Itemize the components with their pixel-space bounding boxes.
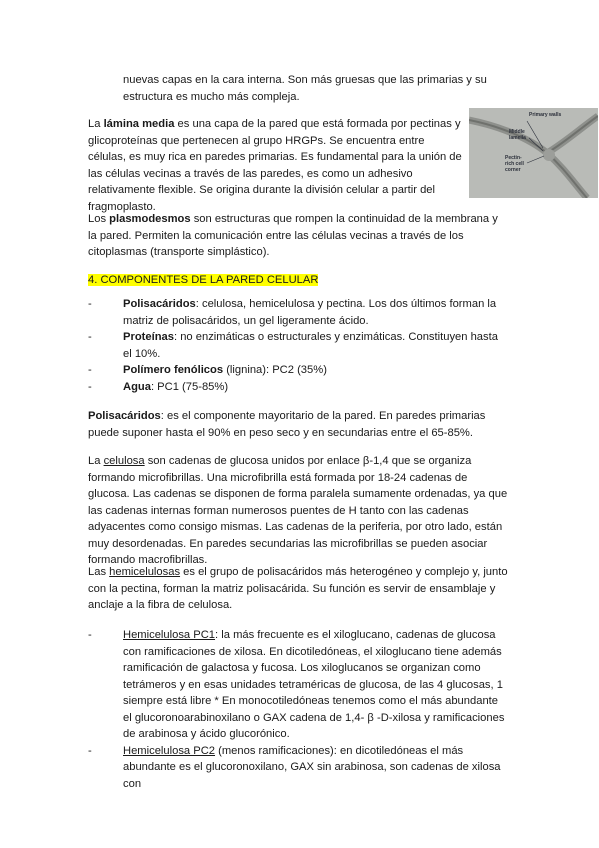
component-term: Polímero fenólicos (123, 364, 224, 376)
bullet-dash: - (88, 364, 92, 376)
celulosa-term: celulosa (103, 455, 145, 467)
plasmodesmos-term: plasmodesmos (109, 213, 191, 225)
label-primary-walls: Primary walls (529, 112, 562, 118)
component-term: Proteínas (123, 331, 174, 343)
list-item (88, 329, 508, 362)
section-heading-text: 4. COMPONENTES DE LA PARED CELULAR (88, 274, 319, 286)
hemi-text: (menos ramificaciones): en dicotiledóneas el más abundante es el glucoronoxilano, GAX sin arabinosa, son cadenas de xilosa con (123, 744, 501, 790)
list-item (88, 743, 508, 793)
component-text: : PC1 (75-85%) (150, 380, 229, 393)
micrograph-image (469, 108, 598, 198)
intro-paragraph (123, 72, 503, 105)
component-text: : celulosa, hemicelulosa y pectina. Los dos últimos forman la matriz de polisacáridos, un gel ligeramente ácido. (123, 298, 497, 327)
hemi-term: Hemicelulosa PC1 (123, 629, 216, 641)
list-item (88, 362, 508, 379)
polisacaridos-text: : es el componente mayoritario de la pared. En paredes primarias puede suponer hasta el 90% en peso seco y en secundarias entre el 65-85%. (88, 410, 486, 439)
hemicelulosas-text: es el grupo de polisacáridos más heterogéneo y complejo y, junto con la pectina, forman la matriz polisacárida. Su función es servir de ensamblaje y anclaje a la fibra de celulosa. (88, 566, 508, 611)
section-heading (88, 272, 318, 289)
hemi-term: Hemicelulosa PC2 (123, 744, 216, 757)
intro-line-2: estructura es mucho más compleja. (123, 90, 300, 103)
list-item (88, 379, 508, 396)
component-text: (lignina): PC2 (35%) (223, 364, 327, 376)
list-item (88, 627, 508, 743)
celulosa-paragraph (88, 453, 508, 569)
cell-wall-micrograph (469, 108, 598, 198)
bullet-dash: - (88, 380, 92, 393)
hemicelulosas-paragraph (88, 564, 508, 614)
lamina-media-term: lámina media (103, 118, 175, 130)
bullet-dash: - (88, 629, 92, 641)
bullet-dash: - (88, 331, 92, 343)
plasmodesmos-lead: Los (88, 213, 110, 225)
celulosa-lead: La (88, 455, 104, 467)
celulosa-text: son cadenas de glucosa unidos por enlace β-1,4 que se organiza formando microfibrillas. Una microfibrilla está formada por 18-24 cadenas de glucosa. Las cadenas se disponen de forma paralela sumamente ordenadas, ya que las cadenas internas forman numerosos puentes de H tanto con las cadenas adyacentes como consigo mismas. Las cadenas de la periferia, por otro lado, están muy desordenadas. En paredes secundarias las microfibrillas se pueden asociar formando macrofibrillas. (88, 455, 508, 566)
hemicelulosas-lead: Las (88, 566, 110, 578)
bullet-dash: - (88, 744, 92, 757)
polisacaridos-term: Polisacáridos (88, 410, 161, 422)
components-list (88, 296, 508, 395)
component-term: Agua (123, 380, 151, 393)
component-term: Polisacáridos (123, 298, 196, 310)
bullet-dash: - (88, 298, 92, 310)
polisacaridos-paragraph (88, 408, 508, 441)
hemicelulosas-term: hemicelulosas (109, 566, 181, 578)
plasmodesmos-paragraph (88, 211, 508, 261)
label-pectin-rich: Pectin-rich cell corner (505, 155, 524, 173)
hemi-text: : la más frecuente es el xiloglucano, cadenas de glucosa con ramificaciones de xilosa. En dicotiledóneas, el xiloglucano tiene además ramificación de galactosa y fucosa. Los xiloglucanos se organizan como tetrámeros y en esas unidades tetraméricas de glucosa, de las 4 glucosas, 1 siempre está libre * En monocotiledóneas tenemos como el más abundante el glucoronoarabinoxilano o GAX cadena de 1,4- β -D-xilosa y ramificaciones de arabinosa y ácido glucorónico. (123, 629, 505, 740)
list-item (88, 296, 508, 329)
label-middle-lamella: Middle lamella (509, 129, 526, 141)
component-text: : no enzimáticas o estructurales y enzimáticas. Constituyen hasta el 10%. (123, 331, 498, 360)
lamina-media-text: es una capa de la pared que está formada por pectinas y glicoproteínas que pertenecen al grupo HRGPs. Se encuentra entre células, es muy rica en paredes primarias. Es fundamental para la unión de las células vecinas a través de las paredes, es como un adhesivo relativamente flexible. Se origina durante la división celular a partir del fragmoplasto. (88, 118, 462, 213)
intro-line-1: nuevas capas en la cara interna. Son más gruesas que las primarias y su (123, 74, 487, 86)
lamina-media-paragraph (88, 116, 463, 215)
lamina-lead: La (88, 118, 104, 130)
plasmodesmos-text: son estructuras que rompen la continuidad de la membrana y la pared. Permiten la comunicación entre las células vecinas a través de los citoplasmas (transporte simplástico). (88, 213, 498, 258)
hemicelulosa-list (88, 627, 508, 792)
